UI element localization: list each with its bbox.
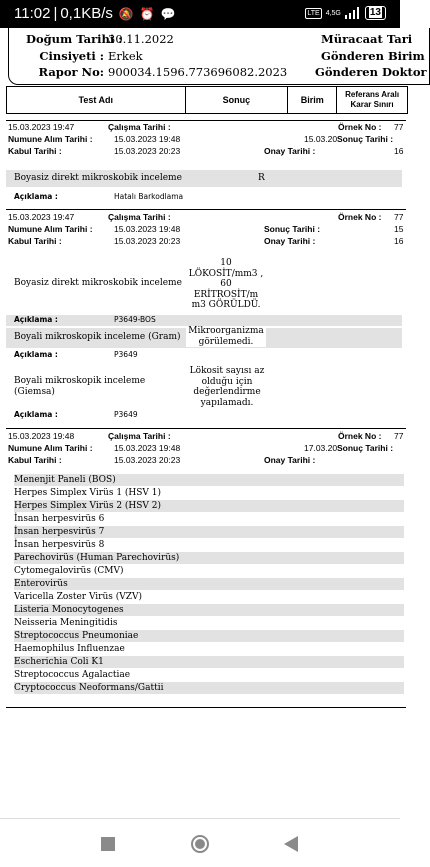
panel-item: Varicella Zoster Virüs (VZV) xyxy=(14,592,143,602)
note-value: P3649 xyxy=(114,410,138,419)
collection-date-value: 15.03.2023 19:48 xyxy=(114,134,181,144)
section-divider xyxy=(6,428,406,429)
note-row xyxy=(6,410,402,421)
section-divider xyxy=(6,120,406,121)
collection-date-label: Numune Alım Tarihi : xyxy=(8,224,93,234)
accept-date-label: Kabul Tarihi : xyxy=(8,236,62,246)
collection-date-value: 15.03.2023 19:48 xyxy=(114,443,181,453)
section-divider xyxy=(6,209,406,210)
panel-item: Escherichia Coli K1 xyxy=(14,656,404,668)
approval-date-label: Onay Tarihi : xyxy=(264,455,316,465)
clock: 11:02 xyxy=(14,5,51,22)
network-speed: 0,1KB/s xyxy=(60,5,113,22)
test-row xyxy=(6,170,402,187)
result-date-label: Sonuç Tarihi : xyxy=(264,224,321,234)
sex-label: Cinsiyeti : xyxy=(39,49,104,63)
work-date-label: Çalışma Tarihi : xyxy=(108,122,171,132)
test-name: Boyali mikroskopik inceleme (Giemsa) xyxy=(14,376,146,397)
panel-item: Neisseria Meningitidis xyxy=(14,618,118,628)
sample-datetime: 15.03.2023 19:48 xyxy=(8,431,75,441)
work-date-label: Çalışma Tarihi : xyxy=(108,431,171,441)
test-name: Boyasiz direkt mikroskobik inceleme xyxy=(14,278,182,288)
battery-icon xyxy=(365,6,386,20)
approval-date-value: 16 xyxy=(394,236,404,246)
note-value: P3649 xyxy=(114,350,138,359)
col-unit: Birim xyxy=(288,87,337,113)
approval-date-value: 16 xyxy=(394,146,404,156)
work-date-label: Çalışma Tarihi : xyxy=(108,212,171,222)
accept-date-value: 15.03.2023 20:23 xyxy=(114,236,181,246)
network-type: 4,5G xyxy=(325,9,341,17)
back-icon[interactable] xyxy=(284,836,298,852)
test-row xyxy=(6,364,402,408)
dob-value: 30.11.2022 xyxy=(108,32,174,46)
test-result: 10 LÖKOSİT/mm3 , 60 ERİTROSİT/m m3 GÖRÜLDÜ. xyxy=(188,258,264,310)
report-value: 900034.1596.773696082.2023 xyxy=(108,65,288,79)
sample-no-value: 77 xyxy=(394,122,404,132)
panel-item: Haemophilus Influenzae xyxy=(14,644,125,654)
status-right xyxy=(305,6,386,20)
test-name: Boyali mikroskopik inceleme (Gram) xyxy=(14,332,181,342)
battery-level: 13 xyxy=(369,7,381,18)
note-label: Açıklama : xyxy=(14,315,58,324)
separator: | xyxy=(53,5,58,22)
panel-item: Parechovirüs (Human Parechovirüs) xyxy=(14,552,404,564)
chat-icon: 💬 xyxy=(160,6,176,21)
test-result: Lökosit sayısı az olduğu için değerlendirme yapılamadı. xyxy=(189,366,265,408)
alarm-icon: ⏰ xyxy=(139,6,155,21)
note-label: Açıklama : xyxy=(14,192,58,201)
page-end-divider xyxy=(6,707,406,708)
status-bar xyxy=(0,0,400,28)
result-date-label: Sonuç Tarihi : xyxy=(337,134,394,144)
note-row xyxy=(6,192,402,203)
panel-item: Herpes Simplex Virüs 1 (HSV 1) xyxy=(14,488,162,498)
report-row xyxy=(26,65,287,79)
accept-date-label: Kabul Tarihi : xyxy=(8,146,62,156)
note-row xyxy=(6,350,402,361)
result-date-value: 15.03.20 xyxy=(304,134,338,144)
col-test-name: Test Adı xyxy=(7,87,186,113)
volte-icon: LTE xyxy=(307,9,320,17)
results-table-header xyxy=(6,86,408,114)
note-label: Açıklama : xyxy=(14,410,58,419)
collection-date-label: Numune Alım Tarihi : xyxy=(8,443,93,453)
test-result: Mikroorganizma görülemedi. xyxy=(186,326,266,347)
signal-icon xyxy=(345,7,361,19)
result-date-value: 15 xyxy=(394,224,404,234)
note-value: Hatalı Barkodlama xyxy=(114,192,184,201)
col-result: Sonuç xyxy=(186,87,289,113)
panel-item: İnsan herpesvirüs 8 xyxy=(14,540,105,550)
panel-item: Streptococcus Pneumoniae xyxy=(14,630,404,642)
sample-no-label: Örnek No : xyxy=(338,122,382,132)
panel-item: İnsan herpesvirüs 6 xyxy=(14,514,105,524)
home-icon[interactable] xyxy=(190,834,210,854)
accept-date-value: 15.03.2023 20:23 xyxy=(114,146,181,156)
sex-value: Erkek xyxy=(108,49,143,63)
note-label: Açıklama : xyxy=(14,350,58,359)
sample-no-value: 77 xyxy=(394,431,404,441)
report-document[interactable] xyxy=(0,28,427,818)
approval-date-label: Onay Tarihi : xyxy=(264,236,316,246)
approval-date-label: Onay Tarihi : xyxy=(264,146,316,156)
panel-item: Herpes Simplex Virüs 2 (HSV 2) xyxy=(14,500,404,512)
recents-icon[interactable] xyxy=(101,837,115,851)
status-left xyxy=(14,5,176,22)
panel-item: Streptococcus Agalactiae xyxy=(14,670,131,680)
result-date-label: Sonuç Tarihi : xyxy=(337,443,394,453)
note-value: P3649-BOS xyxy=(114,315,156,324)
note-row xyxy=(6,315,402,326)
sample-datetime: 15.03.2023 19:47 xyxy=(8,122,75,132)
mute-icon: 🔕 xyxy=(118,6,134,21)
sex-row xyxy=(26,49,143,63)
panel-item: Cytomegalovirüs (CMV) xyxy=(14,566,124,576)
test-name: Boyasiz direkt mikroskobik inceleme xyxy=(14,173,182,183)
panel-item: İnsan herpesvirüs 7 xyxy=(14,526,404,538)
accept-date-label: Kabul Tarihi : xyxy=(8,455,62,465)
panel-item: Menenjit Paneli (BOS) xyxy=(14,474,404,486)
application-date-label: Müracaat Tari xyxy=(321,32,413,46)
panel-item: Listeria Monocytogenes xyxy=(14,604,404,616)
sample-no-label: Örnek No : xyxy=(338,431,382,441)
accept-date-value: 15.03.2023 20:23 xyxy=(114,455,181,465)
panel-item: Cryptococcus Neoformans/Gattii xyxy=(14,682,404,694)
panel-item: Enterovirüs xyxy=(14,578,404,590)
sender-unit-label: Gönderen Birim xyxy=(321,49,425,63)
sample-datetime: 15.03.2023 19:47 xyxy=(8,212,75,222)
test-result: R xyxy=(258,173,265,183)
sender-doctor-label: Gönderen Doktor xyxy=(315,65,427,79)
test-row xyxy=(6,328,402,348)
collection-date-label: Numune Alım Tarihi : xyxy=(8,134,93,144)
dob-row xyxy=(26,32,174,46)
collection-date-value: 15.03.2023 19:48 xyxy=(114,224,181,234)
sample-no-value: 77 xyxy=(394,212,404,222)
navigation-bar xyxy=(0,818,400,867)
col-reference: Referans Aralı Karar Sınırı xyxy=(345,90,400,109)
report-label: Rapor No: xyxy=(38,65,104,79)
sample-no-label: Örnek No : xyxy=(338,212,382,222)
dob-label: Doğum Tarihi : xyxy=(26,32,123,46)
result-date-value: 17.03.20 xyxy=(304,443,338,453)
